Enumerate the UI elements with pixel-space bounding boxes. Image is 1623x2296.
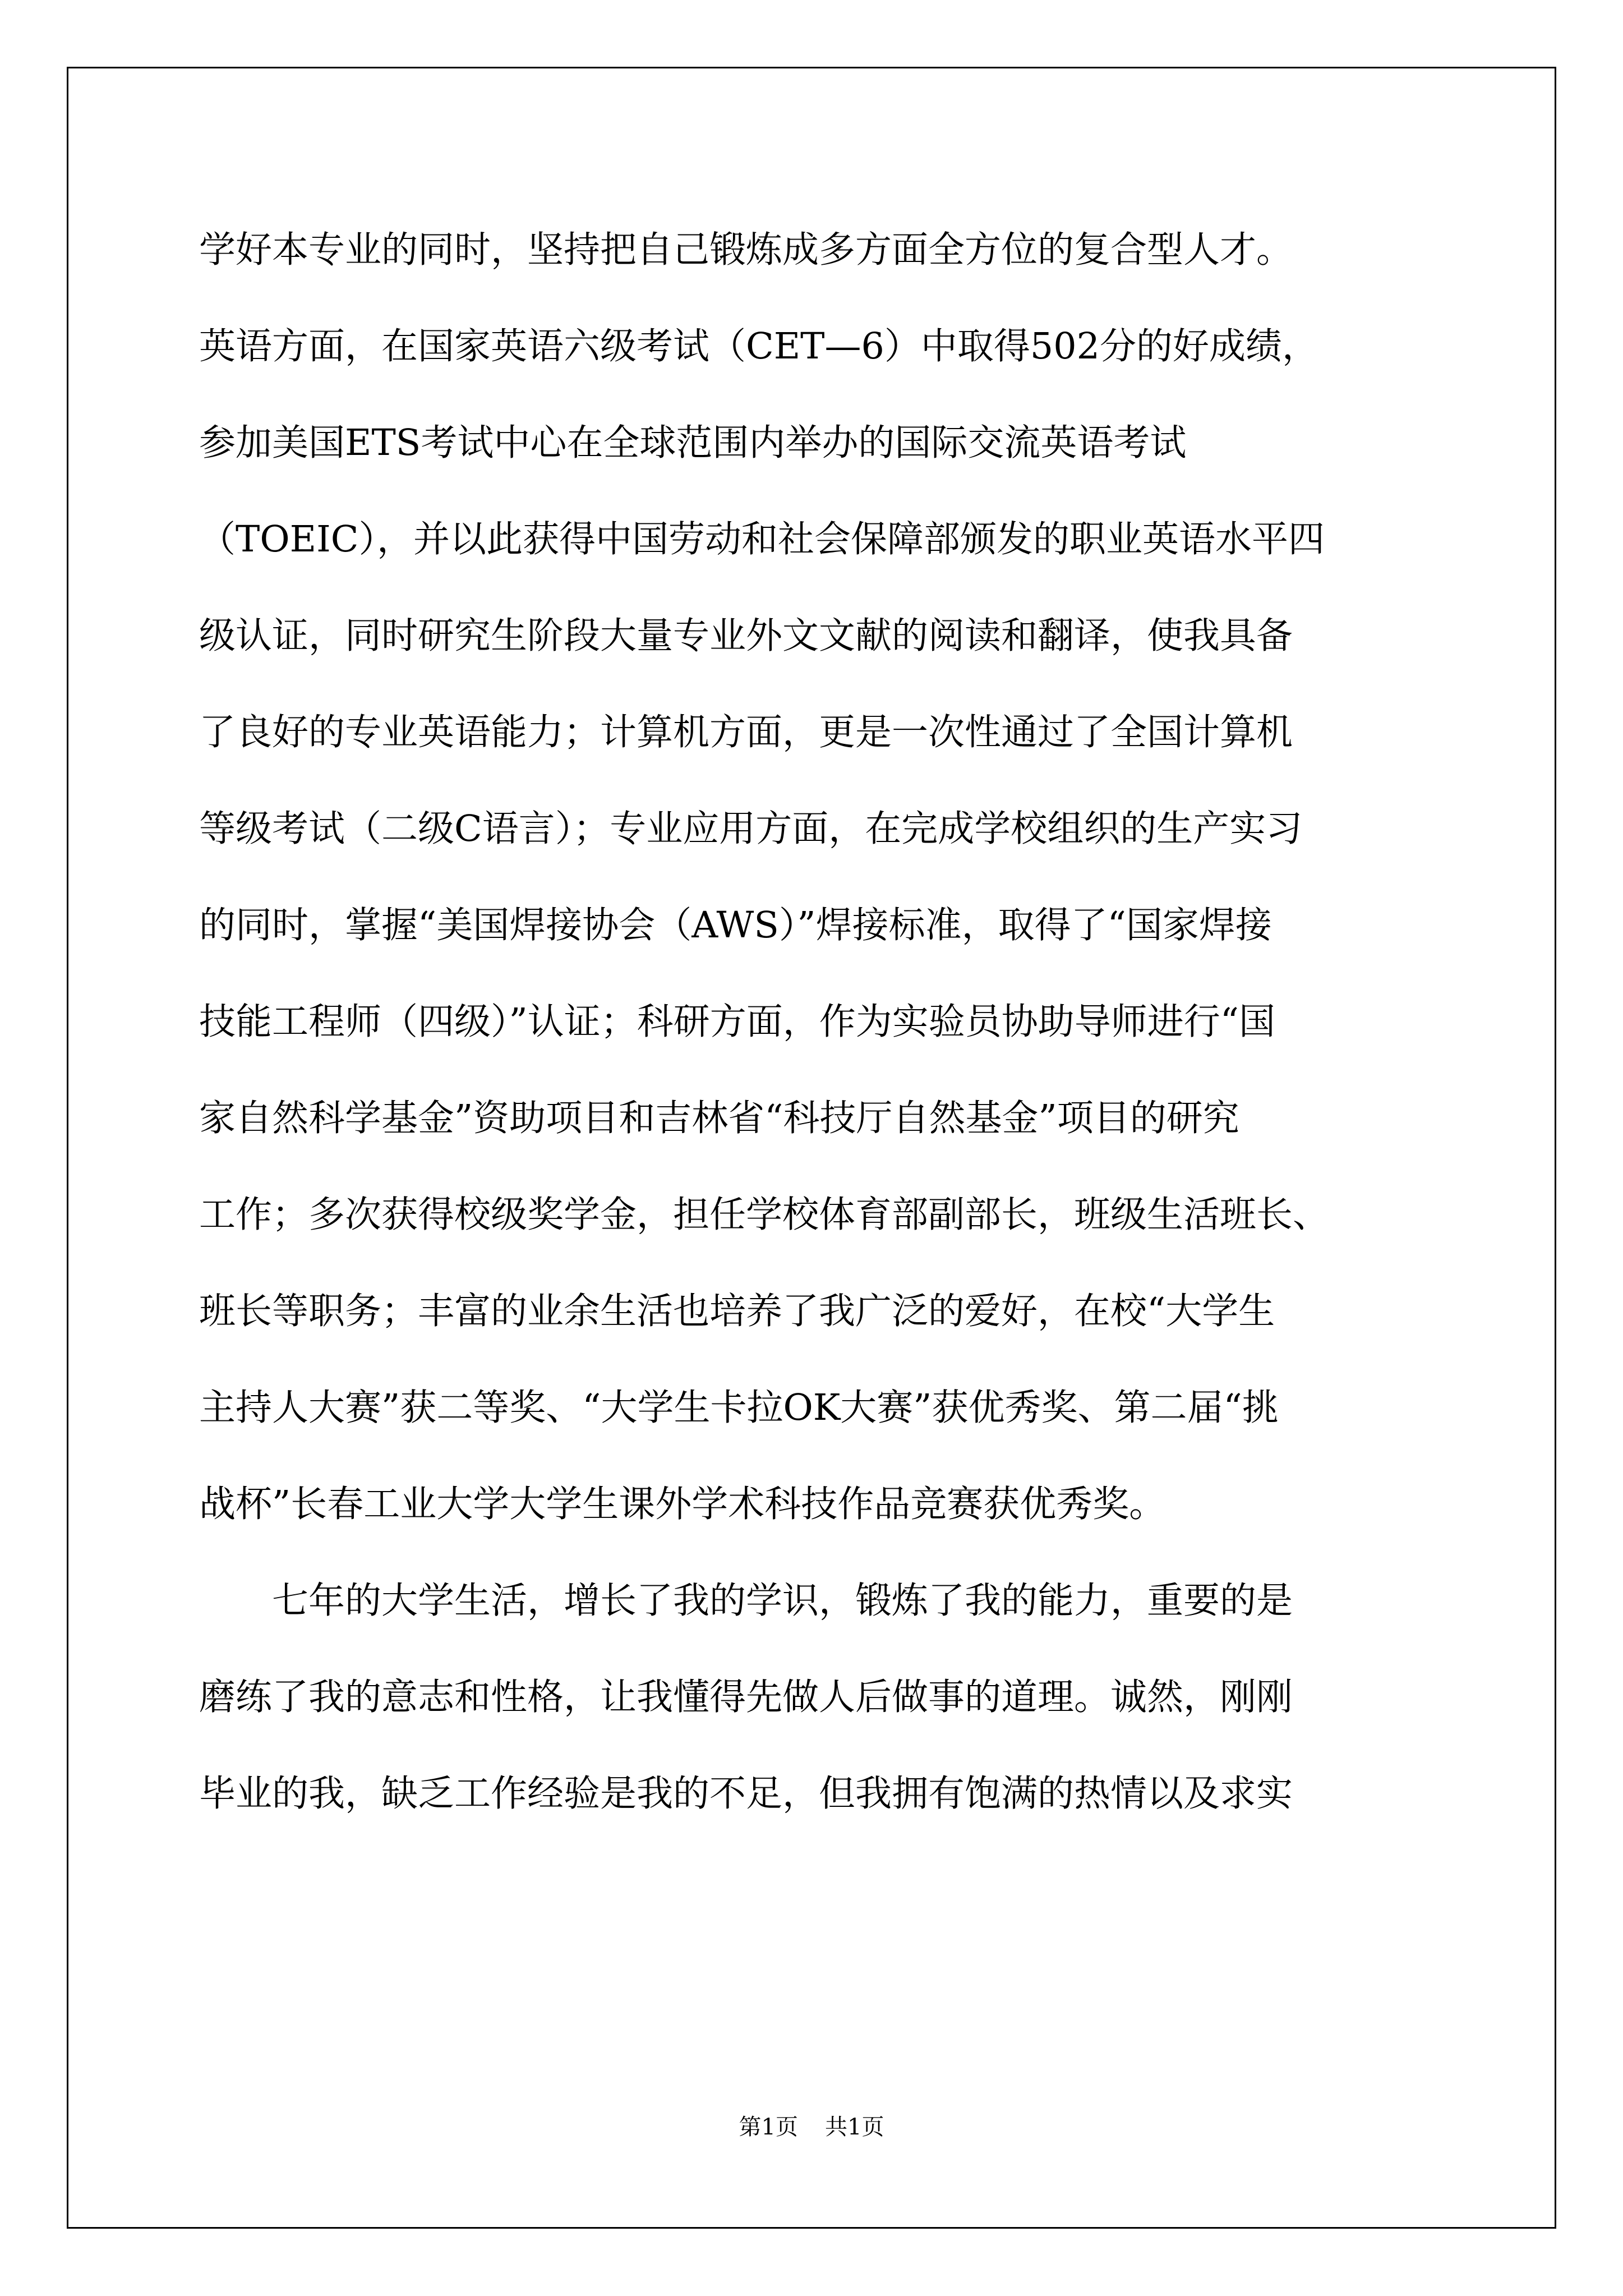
text-line: 磨练了我的意志和性格，让我懂得先做人后做事的道理。诚然，刚刚 [199,1676,1293,1718]
text-line: （TOEIC），并以此获得中国劳动和社会保障部颁发的职业英语水平四 [199,518,1325,560]
text-line: 参加美国ETS考试中心在全球范围内举办的国际交流英语考试 [199,422,1187,464]
text-line: 技能工程师（四级）”认证；科研方面，作为实验员协助导师进行“国 [199,1001,1275,1043]
text-line: 级认证，同时研究生阶段大量专业外文文献的阅读和翻译，使我具备 [199,615,1293,657]
text-line: 战杯”长春工业大学大学生课外学术科技作品竞赛获优秀奖。 [199,1483,1166,1525]
text-line: 等级考试（二级C语言）；专业应用方面，在完成学校组织的生产实习 [199,808,1303,850]
text-line: 学好本专业的同时，坚持把自己锻炼成多方面全方位的复合型人才。 [199,229,1293,271]
text-line: 工作；多次获得校级奖学金，担任学校体育部副部长，班级生活班长、 [199,1194,1330,1236]
document-body [199,202,1433,1842]
text-line: 家自然科学基金”资助项目和吉林省“科技厅自然基金”项目的研究 [199,1097,1239,1139]
text-line: 的同时，掌握“美国焊接协会（AWS）”焊接标准，取得了“国家焊接 [199,904,1272,946]
text-line: 了良好的专业英语能力；计算机方面，更是一次性通过了全国计算机 [199,711,1293,753]
text-line: 毕业的我，缺乏工作经验是我的不足，但我拥有饱满的热情以及求实 [199,1773,1293,1815]
total-pages: 共1页 [825,2114,884,2140]
page-footer [0,2109,1623,2141]
text-line-paragraph-start: 七年的大学生活，增长了我的学识，锻炼了我的能力，重要的是 [272,1580,1293,1622]
text-line: 班长等职务；丰富的业余生活也培养了我广泛的爱好，在校“大学生 [199,1290,1275,1332]
text-line: 主持人大赛”获二等奖、“大学生卡拉OK大赛”获优秀奖、第二届“挑 [199,1387,1279,1429]
text-line: 英语方面，在国家英语六级考试（CET—6）中取得502分的好成绩， [199,325,1318,367]
page-number: 第1页 [739,2114,798,2140]
